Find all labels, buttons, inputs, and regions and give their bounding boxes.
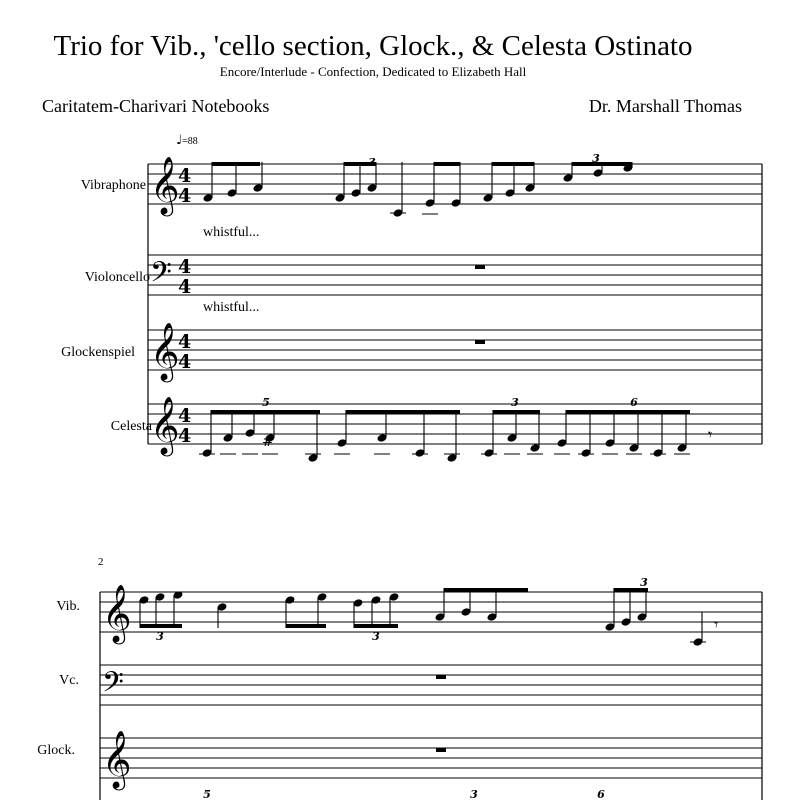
- tuplet-number: 3: [156, 630, 164, 643]
- whole-rest: [475, 265, 485, 269]
- score-subtitle: Encore/Interlude - Confection, Dedicated to Elizabeth Hall: [219, 64, 527, 79]
- staff-lines: [100, 164, 762, 778]
- bass-clef-icon: 𝄢: [102, 666, 124, 706]
- beam: [286, 624, 326, 628]
- time-signature-denominator: 4: [178, 276, 192, 298]
- tuplet-number: 3: [372, 630, 380, 643]
- tuplet-number: 3: [368, 156, 376, 169]
- instrument-label-glockenspiel: Glockenspiel: [61, 345, 135, 360]
- collection-name: Caritatem-Charivari Notebooks: [42, 96, 270, 116]
- time-signature-denominator: 4: [178, 351, 192, 373]
- beam: [492, 162, 534, 166]
- tuplet-number: 5: [203, 788, 211, 800]
- beam: [140, 624, 182, 628]
- treble-clef-icon: 𝄞: [150, 156, 180, 214]
- whole-rest: [436, 675, 446, 679]
- notation-marks: [100, 152, 762, 800]
- instrument-label-vc: Vc.: [59, 673, 79, 688]
- time-signature-numerator: 4: [178, 331, 192, 353]
- beam: [434, 162, 460, 166]
- beam: [566, 410, 690, 414]
- tuplet-number: 3: [592, 152, 600, 165]
- expression-text: whistful...: [203, 225, 260, 240]
- tuplet-number: 3: [470, 788, 478, 800]
- tuplet-number: 3: [640, 576, 648, 589]
- bass-clef-icon: 𝄢: [150, 256, 172, 296]
- tuplet-number: 3: [511, 396, 519, 409]
- whole-rest: [436, 748, 446, 752]
- treble-clef-icon: 𝄞: [102, 584, 132, 642]
- instrument-label-glock: Glock.: [37, 743, 75, 758]
- beam: [493, 410, 540, 414]
- eighth-rest-icon: 𝄾: [708, 425, 713, 444]
- measure-number: 2: [98, 556, 104, 568]
- treble-clef-icon: 𝄞: [150, 396, 180, 454]
- time-signature-denominator: 4: [178, 425, 192, 447]
- time-signature-numerator: 4: [178, 405, 192, 427]
- beam: [211, 410, 320, 414]
- treble-clef-icon: 𝄞: [102, 730, 132, 788]
- instrument-label-violoncello: Violoncello: [84, 270, 150, 285]
- tuplet-number: 6: [630, 396, 638, 409]
- beam: [354, 624, 398, 628]
- sharp-icon: #: [262, 434, 274, 450]
- tuplet-number: 5: [262, 396, 270, 409]
- instrument-label-vibraphone: Vibraphone: [80, 178, 146, 193]
- beam: [212, 162, 260, 166]
- eighth-rest-icon: 𝄾: [714, 615, 719, 634]
- tempo-bpm: =88: [182, 136, 198, 147]
- whole-rest: [475, 340, 485, 344]
- expression-text: whistful...: [203, 300, 260, 315]
- instrument-label-vib: Vib.: [56, 599, 80, 614]
- time-signature-numerator: 4: [178, 165, 192, 187]
- composer-name: Dr. Marshall Thomas: [588, 96, 742, 116]
- beam: [444, 588, 528, 592]
- beam: [572, 162, 632, 166]
- treble-clef-icon: 𝄞: [150, 322, 180, 380]
- quarter-note-icon: ♩: [176, 133, 183, 148]
- score-title: Trio for Vib., 'cello section, Glock., & Celesta Ostinato: [53, 30, 693, 62]
- instrument-label-celesta: Celesta: [110, 419, 152, 434]
- beam: [346, 410, 460, 414]
- time-signature-denominator: 4: [178, 185, 192, 207]
- tuplet-number: 6: [597, 788, 605, 800]
- time-signature-numerator: 4: [178, 256, 192, 278]
